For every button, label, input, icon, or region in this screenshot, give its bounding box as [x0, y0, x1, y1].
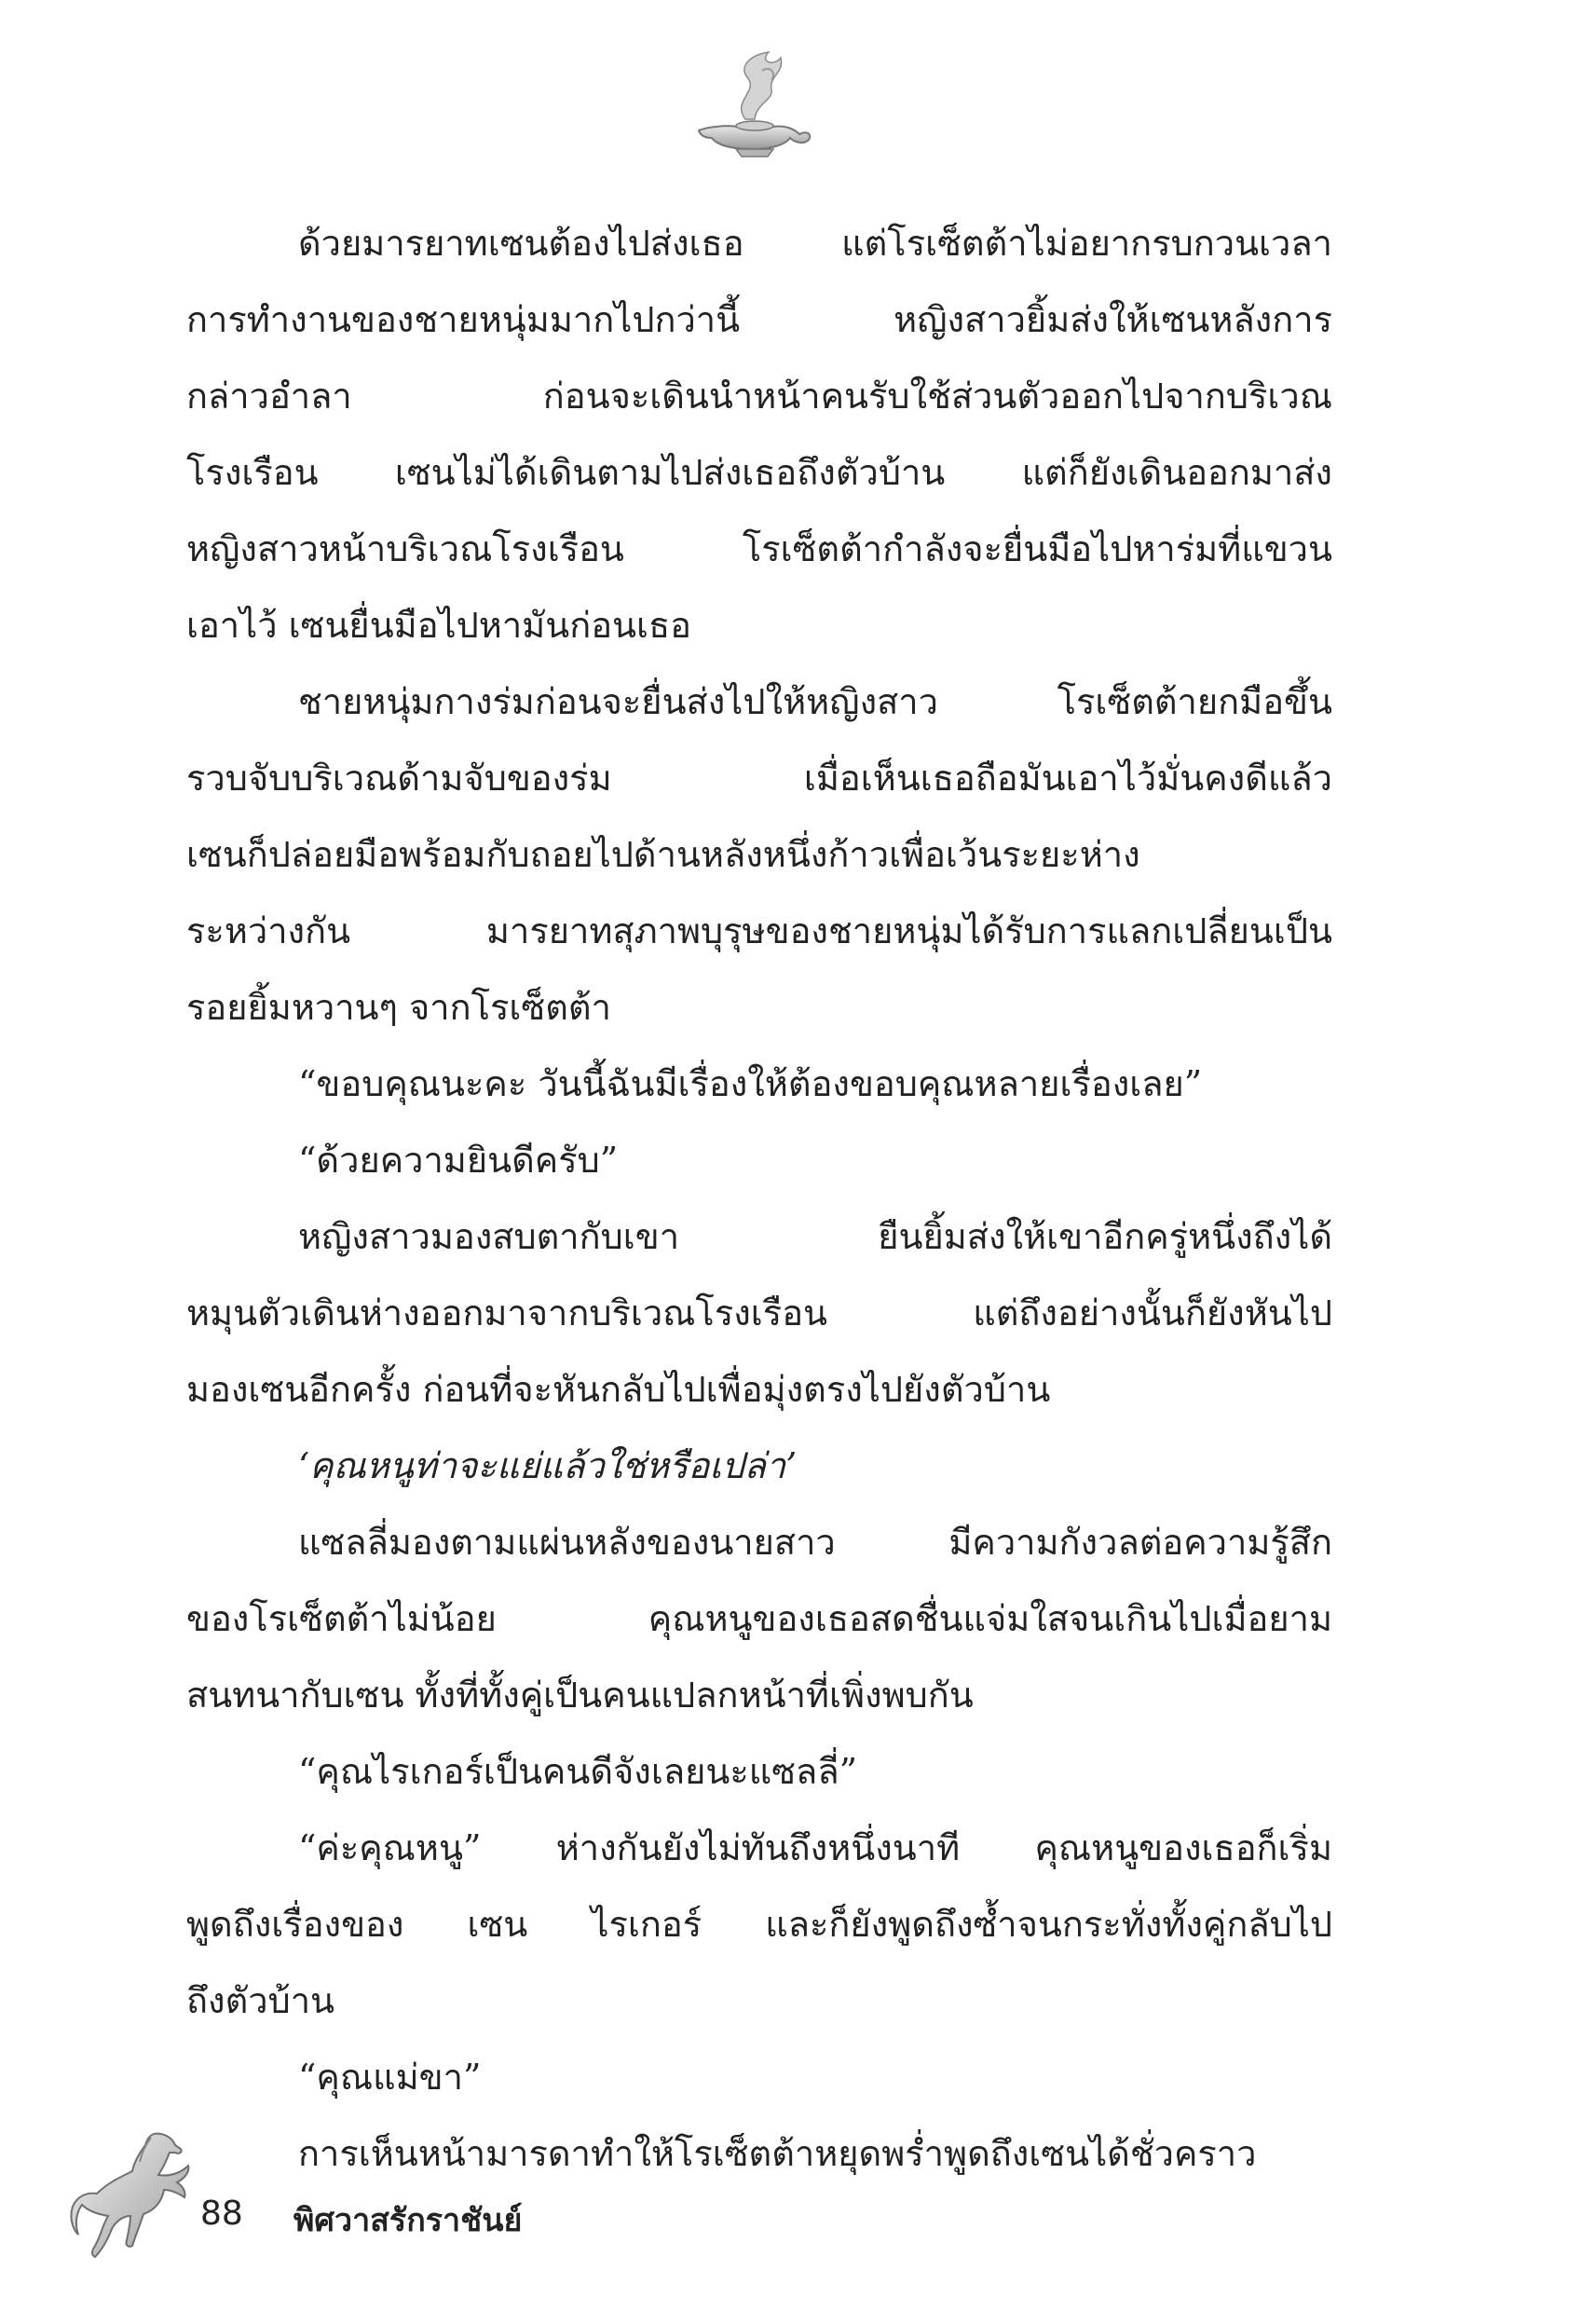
- text-line: แซลลี่มองตามแผ่นหลังของนายสาว มีความกังวลต่อความรู้สึก: [298, 1522, 1332, 1563]
- page-footer: [65, 2125, 717, 2264]
- dialogue-line: “ด้วยความยินดีครับ”: [298, 1140, 619, 1181]
- genie-lamp-icon: [680, 45, 820, 166]
- text-line: ชายหนุ่มกางร่มก่อนจะยื่นส่งไปให้หญิงสาว โรเซ็ตต้ายกมือขึ้น: [298, 681, 1332, 722]
- text-line: กล่าวอำลา ก่อนจะเดินนำหน้าคนรับใช้ส่วนตัวออกไปจากบริเวณ: [186, 376, 1332, 417]
- book-title: พิศวาสรักราชันย์: [293, 2202, 523, 2239]
- text-line: ระหว่างกัน มารยาทสุภาพบุรุษของชายหนุ่มได้รับการแลกเปลี่ยนเป็น: [186, 910, 1332, 951]
- text-line: ด้วยมารยาทเซนต้องไปส่งเธอ แต่โรเซ็ตต้าไม่อยากรบกวนเวลา: [298, 223, 1332, 264]
- text-line: รอยยิ้มหวานๆ จากโรเซ็ตต้า: [186, 987, 611, 1028]
- text-line: มองเซนอีกครั้ง ก่อนที่จะหันกลับไปเพื่อมุ่งตรงไปยังตัวบ้าน: [186, 1369, 1051, 1410]
- text-line: หญิงสาวหน้าบริเวณโรงเรือน โรเซ็ตต้ากำลังจะยื่นมือไปหาร่มที่แขวน: [186, 528, 1332, 569]
- text-line: ของโรเซ็ตต้าไม่น้อย คุณหนูของเธอสดชื่นแจ่มใสจนเกินไปเมื่อยาม: [186, 1598, 1332, 1639]
- page-number: 88: [200, 2195, 243, 2233]
- text-line: หมุนตัวเดินห่างออกมาจากบริเวณโรงเรือน แต่ถึงอย่างนั้นก็ยังหันไป: [186, 1292, 1332, 1333]
- rearing-horse-icon: [65, 2125, 205, 2264]
- text-line: สนทนากับเซน ทั้งที่ทั้งคู่เป็นคนแปลกหน้าที่เพิ่งพบกัน: [186, 1675, 974, 1716]
- text-line: เซนก็ปล่อยมือพร้อมกับถอยไปด้านหลังหนึ่งก้าวเพื่อเว้นระยะห่าง: [186, 834, 1140, 875]
- text-line: รวบจับบริเวณด้ามจับของร่ม เมื่อเห็นเธอถือมันเอาไว้มั่นคงดีแล้ว: [186, 758, 1332, 799]
- text-line: การเห็นหน้ามารดาทำให้โรเซ็ตต้าหยุดพร่ำพูดถึงเซนได้ชั่วคราว: [298, 2133, 1257, 2174]
- dialogue-line: “คุณแม่ขา”: [298, 2057, 482, 2098]
- text-line: พูดถึงเรื่องของ เซน ไรเกอร์ และก็ยังพูดถึงซ้ำจนกระทั่งทั้งคู่กลับไป: [186, 1904, 1332, 1945]
- body-text: [186, 205, 1332, 2192]
- dialogue-line: “คุณไรเกอร์เป็นคนดีจังเลยนะแซลลี่”: [298, 1751, 858, 1792]
- text-line: การทำงานของชายหนุ่มมากไปกว่านี้ หญิงสาวยิ้มส่งให้เซนหลังการ: [186, 299, 1332, 340]
- dialogue-line: “ขอบคุณนะคะ วันนี้ฉันมีเรื่องให้ต้องขอบคุณหลายเรื่องเลย”: [298, 1063, 1203, 1104]
- text-line: ถึงตัวบ้าน: [186, 1980, 335, 2021]
- text-line: เอาไว้ เซนยื่นมือไปหามันก่อนเธอ: [186, 605, 692, 646]
- thought-line: ‘คุณหนูท่าจะแย่แล้วใช่หรือเปล่า’: [298, 1445, 798, 1486]
- text-line: หญิงสาวมองสบตากับเขา ยืนยิ้มส่งให้เขาอีกครู่หนึ่งถึงได้: [298, 1216, 1332, 1257]
- text-line: โรงเรือน เซนไม่ได้เดินตามไปส่งเธอถึงตัวบ้าน แต่ก็ยังเดินออกมาส่ง: [186, 452, 1332, 493]
- text-line: “ค่ะคุณหนู” ห่างกันยังไม่ทันถึงหนึ่งนาที คุณหนูของเธอก็เริ่ม: [298, 1827, 1332, 1868]
